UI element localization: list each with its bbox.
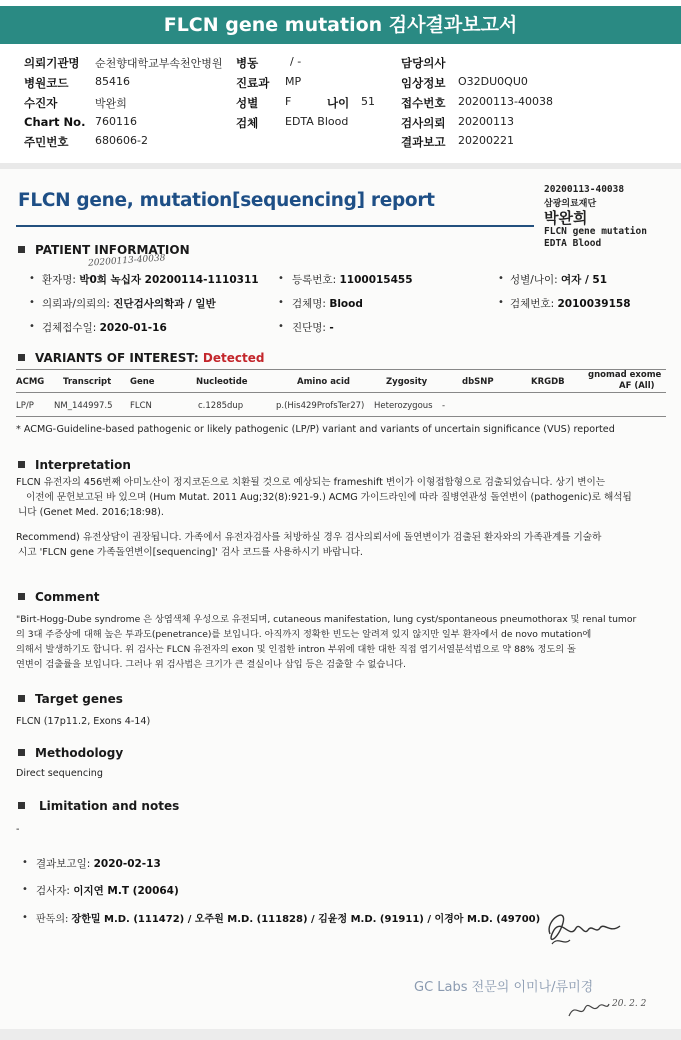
variants-footnote: * ACMG-Guideline-based pathogenic or likely pathogenic (LP/P) variant and variants of uncertain significance (VUS) reported — [16, 424, 615, 435]
col-dbsnp: dbSNP — [462, 377, 494, 387]
target-genes-heading: Target genes — [18, 692, 123, 706]
field-specimen: 검체명: Blood — [292, 298, 363, 310]
bullet-square-icon — [18, 461, 25, 468]
bullet-square-icon — [18, 695, 25, 702]
col-amino-acid: Amino acid — [297, 377, 350, 387]
handwritten-date: 20. 2. 2 — [612, 999, 647, 1009]
report-date: 결과보고일: 2020-02-13 — [36, 858, 161, 870]
initials-signature-icon — [565, 996, 611, 1022]
bullet-icon: • — [22, 884, 28, 895]
cell-acmg: LP/P — [16, 401, 34, 411]
bullet-icon: • — [278, 273, 284, 284]
header-label: 검사의뢰 — [401, 116, 446, 130]
header-label: 담당의사 — [401, 56, 446, 70]
handwritten-accession: 20200113-40038 — [87, 253, 166, 269]
patient-box-lab: 삼광의료재단 — [544, 199, 597, 209]
bullet-icon: • — [22, 912, 28, 923]
page-bottom-strip — [0, 1029, 681, 1040]
target-genes-text: FLCN (17p11.2, Exons 4-14) — [16, 716, 151, 727]
table-rule-top — [16, 369, 666, 370]
bullet-icon: • — [278, 297, 284, 308]
col-transcript: Transcript — [63, 377, 112, 387]
header-label: 접수번호 — [401, 96, 446, 110]
bullet-icon: • — [498, 273, 504, 284]
variants-heading: VARIANTS OF INTEREST: Detected — [18, 351, 264, 365]
bullet-icon: • — [29, 297, 35, 308]
cell-transcript: NM_144997.5 — [54, 401, 113, 411]
bullet-square-icon — [18, 749, 25, 756]
header-label: 병동 — [236, 56, 259, 70]
field-received-date: 검체접수일: 2020-01-16 — [42, 322, 167, 334]
field-department: 의뢰과/의뢰의: 진단검사의학과 / 일반 — [42, 298, 216, 310]
methodology-text: Direct sequencing — [16, 768, 103, 779]
signature-icon — [540, 900, 626, 952]
header-label: Chart No. — [24, 115, 86, 129]
interpretation-heading: Interpretation — [18, 458, 131, 472]
cell-gene: FLCN — [130, 401, 152, 411]
col-krgdb: KRGDB — [531, 377, 565, 387]
comment-heading: Comment — [18, 590, 99, 604]
variants-status: Detected — [202, 351, 265, 365]
cell-dbsnp: - — [442, 401, 446, 411]
header-label: 진료과 — [236, 76, 270, 90]
interpretation-text: FLCN 유전자의 456번째 아미노산이 정지코돈으로 치환될 것으로 예상되는 frameshift 변이가 이형접합형으로 검출되었습니다. 상기 변이는 이전에 문헌보고된 바 있으며 (Hum Mutat. 2011 Aug;32(8):921-9.) ACMG 가이드라인에 따라 질병연관성 돌연변이 (pathogenic)로 해석됩 니다 (Genet Med. 2016;18:98). Recommend) 유전상담이 권장됩니다. 가족에서 유전자검사를 처방하실 경우 검사의뢰서에 돌연변이가 검출된 환자와의 가족관계를 기술하 시고 'FLCN gene 가족돌연변이[sequencing]' 검사 코드를 사용하시기 바랍니다. — [16, 477, 632, 558]
header-value: 순천향대학교부속천안병원 — [95, 57, 223, 70]
patient-box-name: 박완희 — [544, 209, 588, 227]
cell-zygosity: Heterozygous — [374, 401, 433, 411]
reviewers: 판독의: 장한밀 M.D. (111472) / 오주원 M.D. (111828) / 김윤정 M.D. (91911) / 이경아 M.D. (49700) — [36, 914, 541, 925]
field-patient-name: 환자명: 박0희 녹십자 20200114-1110311 — [42, 274, 259, 286]
header-label: 주민번호 — [24, 135, 69, 149]
header-value: 20200221 — [458, 134, 514, 147]
header-value: 20200113 — [458, 115, 514, 128]
report-title: FLCN gene, mutation[sequencing] report — [18, 190, 435, 211]
col-gnomad: gnomad exome — [588, 370, 662, 380]
bullet-square-icon — [18, 354, 25, 361]
methodology-heading: Methodology — [18, 746, 123, 760]
field-specimen-no: 검체번호: 2010039158 — [510, 298, 631, 310]
header-value: O32DU0QU0 — [458, 75, 528, 88]
bullet-icon: • — [278, 321, 284, 332]
limitation-text: - — [16, 824, 20, 835]
header-value: 85416 — [95, 75, 130, 88]
header-value: MP — [285, 75, 302, 88]
header-value: 51 — [361, 95, 375, 108]
patient-info-heading: PATIENT INFORMATION — [18, 243, 190, 257]
field-sex-age: 성별/나이: 여자 / 51 — [510, 274, 608, 286]
limitation-heading: Limitation and notes — [18, 799, 179, 813]
bullet-square-icon — [18, 246, 25, 253]
cell-amino-acid: p.(His429ProfsTer27) — [276, 401, 365, 411]
header-label: 의뢰기관명 — [24, 56, 80, 70]
col-zygosity: Zygosity — [386, 377, 428, 387]
header-label: 수진자 — [24, 96, 58, 110]
header-label: 성별 — [236, 96, 259, 110]
page-title: FLCN gene mutation 검사결과보고서 — [0, 6, 681, 44]
table-rule-header — [16, 392, 666, 393]
table-rule-bottom — [16, 416, 666, 417]
bullet-icon: • — [29, 273, 35, 284]
header-value: / - — [290, 55, 302, 68]
header-value: 680606-2 — [95, 134, 148, 147]
col-nucleotide: Nucleotide — [196, 377, 248, 387]
bullet-square-icon — [18, 802, 25, 809]
header-value: 20200113-40038 — [458, 95, 553, 108]
bullet-icon: • — [29, 321, 35, 332]
cell-nucleotide: c.1285dup — [198, 401, 244, 411]
patient-box-specimen: EDTA Blood — [544, 238, 602, 249]
header-label: 결과보고 — [401, 135, 446, 149]
title-rule — [16, 225, 534, 227]
header-value: F — [285, 95, 292, 108]
bullet-icon: • — [498, 297, 504, 308]
tester: 검사자: 이지연 M.T (20064) — [36, 885, 179, 897]
header-value: 박완희 — [95, 97, 127, 110]
header-label: 검체 — [236, 116, 259, 130]
patient-box-test: FLCN gene mutation — [544, 226, 647, 237]
col-af: AF (All) — [619, 381, 655, 391]
header-label: 병원코드 — [24, 76, 69, 90]
header-value: 760116 — [95, 115, 137, 128]
field-registration-no: 등록번호: 1100015455 — [292, 274, 413, 286]
patient-box-accession: 20200113-40038 — [544, 184, 625, 195]
header-label: 임상정보 — [401, 76, 446, 90]
lab-stamp: GC Labs 전문의 이미나/류미경 — [414, 980, 594, 995]
col-gene: Gene — [130, 377, 155, 387]
field-diagnosis: 진단명: - — [292, 322, 334, 334]
bullet-icon: • — [22, 857, 28, 868]
bullet-square-icon — [18, 593, 25, 600]
col-acmg: ACMG — [16, 377, 45, 387]
comment-text: "Birt-Hogg-Dube syndrome 은 상염색체 우성으로 유전되며, cutaneous manifestation, lung cyst/spontaneous pneumothorax 및 renal tumor 의 3대 주증상에 대해 높은 투과도(penetrance)를 보입니다. 아직까지 정확한 빈도는 알려져 있지 않지만 일부 환자에서 de novo mutation에 의해서 발생하기도 합니다. 위 검사는 FLCN 유전자의 exon 및 인접한 intron 부위에 대한 대한 직접 염기서열분석법으로 약 88% 정도의 돌 연변이 검출률을 보입니다. 그러나 위 검사법은 크기가 큰 결실이나 삽입 등은 검출할 수 없습니다. — [16, 614, 637, 670]
header-value: EDTA Blood — [285, 115, 349, 128]
header-label: 나이 — [327, 96, 350, 110]
